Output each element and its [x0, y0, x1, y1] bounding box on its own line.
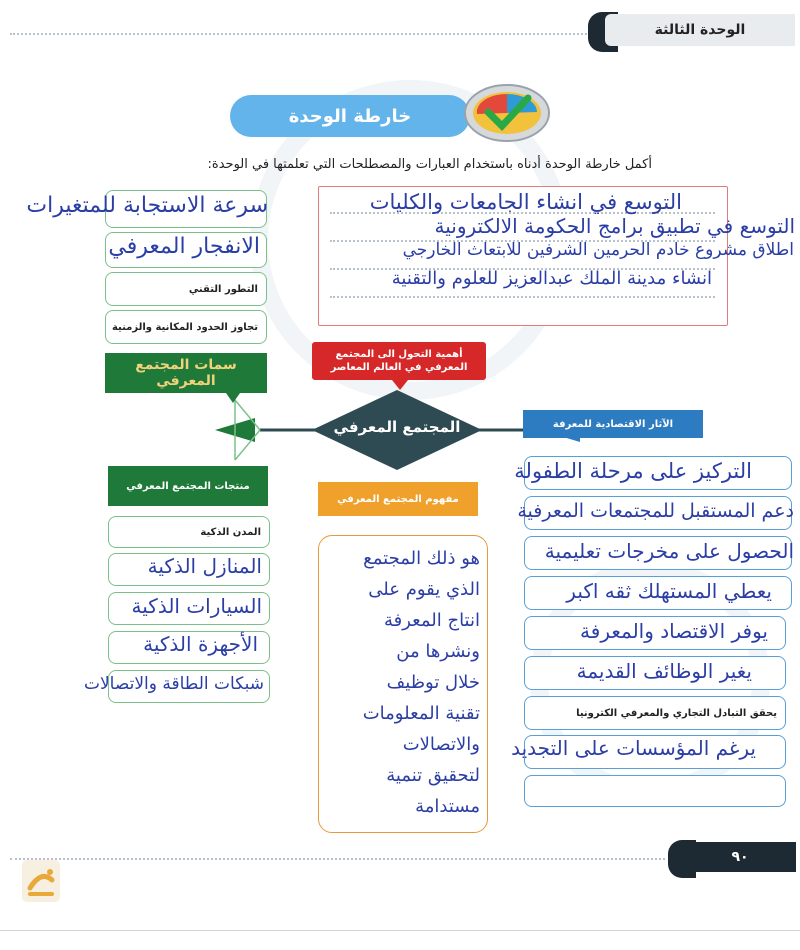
bottom-border [0, 930, 800, 931]
concept-line: هو ذلك المجتمع [363, 548, 480, 569]
concept-text [320, 543, 480, 822]
products-item: السيارات الذكية [131, 594, 262, 618]
unit-label: الوحدة الثالثة [654, 22, 746, 38]
features-arrow [226, 393, 240, 403]
instruction-text: أكمل خارطة الوحدة أدناه باستخدام العبارات والمصطلحات التي تعلمتها في الوحدة: [207, 157, 652, 172]
concept-line: خلال توظيف [386, 672, 480, 693]
economic-item: يعطي المستهلك ثقه اكبر [566, 579, 772, 603]
concept-line: لتحقيق تنمية [386, 765, 480, 786]
economic-item: التركيز على مرحلة الطفولة [514, 459, 752, 483]
concept-label: مفهوم المجتمع المعرفي [318, 482, 478, 516]
concept-line: الذي يقوم على [368, 579, 480, 600]
importance-item: التوسع في تطبيق برامج الحكومة الالكترونية [434, 214, 795, 238]
concept-line: والاتصالات [402, 734, 480, 755]
importance-item: انشاء مدينة الملك عبدالعزيز للعلوم والتقنية [391, 268, 712, 289]
features-item: سرعة الاستجابة للمتغيرات [26, 193, 268, 218]
importance-item: التوسع في انشاء الجامعات والكليات [369, 190, 682, 214]
page-number: ٩٠ [731, 849, 749, 865]
importance-label: أهمية التحول الى المجتمع المعرفي في العالم المعاصر [312, 342, 486, 380]
economic-item-box-empty [524, 775, 786, 807]
economic-label: الآثار الاقتصادية للمعرفة [523, 410, 703, 438]
concept-line: ونشرها من [396, 641, 480, 662]
economic-item: يوفر الاقتصاد والمعرفة [580, 619, 768, 643]
features-item-box [105, 310, 267, 344]
products-item: شبكات الطاقة والاتصالات [83, 674, 264, 694]
features-item: التطور التقني [188, 283, 258, 295]
products-item: المدن الذكية [200, 526, 261, 538]
economic-item: يحقق التبادل التجاري والمعرفي الكترونيا [576, 707, 777, 719]
importance-item: اطلاق مشروع خادم الحرمين الشرفين للابتعاث الخارجي [402, 240, 794, 260]
economic-item: يغير الوظائف القديمة [576, 659, 752, 683]
features-label [105, 353, 267, 393]
economic-item: الحصول على مخرجات تعليمية [544, 539, 794, 563]
economic-item: دعم المستقبل للمجتمعات المعرفية [517, 500, 794, 522]
center-label: المجتمع المعرفي [333, 418, 461, 436]
products-label: منتجات المجتمع المعرفي [108, 466, 268, 506]
publisher-logo-icon [20, 858, 62, 904]
features-item: الانفجار المعرفي [108, 234, 260, 259]
products-item: المنازل الذكية [147, 554, 262, 578]
features-label-text: سمات المجتمع المعرفي [135, 357, 237, 389]
concept-line: تقنية المعلومات [362, 703, 480, 724]
products-item: الأجهزة الذكية [143, 632, 258, 656]
economic-item: يرغم المؤسسات على التجديد [511, 736, 756, 760]
page-number-tab [684, 842, 796, 872]
features-item: تجاوز الحدود المكانية والزمنية [111, 321, 258, 333]
concept-line: مستدامة [415, 796, 480, 817]
footer-divider [10, 858, 665, 860]
features-item-box [105, 272, 267, 306]
concept-line: انتاج المعرفة [383, 610, 480, 631]
products-item-box [108, 516, 270, 548]
unit-map-title-text: خارطة الوحدة [288, 105, 412, 127]
economic-item-box [524, 696, 786, 730]
